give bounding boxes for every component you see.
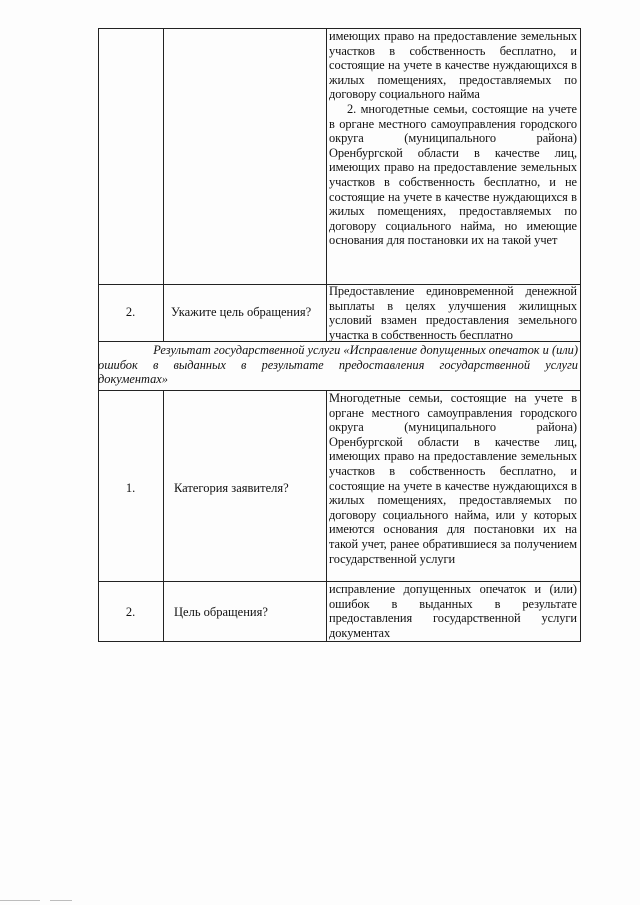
table-right-border xyxy=(580,28,581,642)
section-heading xyxy=(98,343,578,387)
scan-edge-mark xyxy=(50,900,72,901)
purpose-answer: Предоставление единовременной денежной выплаты в целях улучшения жилищных условий взамен предоставления земельного участка в собственность бесплатно xyxy=(329,284,577,342)
row-number: 1. xyxy=(125,481,136,495)
answer-paragraph: имеющих право на предоставление земельных участков в собственность бесплатно, и состоящие на учете в качестве нуждающихся в жилых помещениях, предоставляемых по договору социального найма xyxy=(329,29,577,102)
section-heading-line: Результат государственной услуги «Исправление допущенных опечаток и (или) xyxy=(153,343,578,357)
column-divider xyxy=(326,28,327,341)
table-bottom-border xyxy=(98,641,580,642)
section-heading-line: ошибок в выданных в результате предоставления государственной услуги xyxy=(98,357,578,372)
column-divider xyxy=(163,390,164,641)
question-label: Укажите цель обращения? xyxy=(171,305,312,319)
purpose-answer: исправление допущенных опечаток и (или) ошибок в выданных в результате предоставления государственной услуги документах xyxy=(329,582,577,640)
scan-edge-mark xyxy=(0,900,40,901)
category-answer: Многодетные семьи, состоящие на учете в органе местного самоуправления городского округа (муниципального района) Оренбургской области в качестве лиц, имеющих право на предоставление земельных участков в собственность бесплатно, и состоящие на учете в качестве нуждающихся в жилых помещениях, предоставляемых по договору социального найма, или у которых имеются основания для постановки их на такой учет, ранее обратившиеся за получением государственной услуги xyxy=(329,391,577,566)
question-label: Категория заявителя? xyxy=(174,481,289,495)
table-left-border xyxy=(98,28,99,642)
question-label: Цель обращения? xyxy=(174,605,268,619)
section-heading-line: документах» xyxy=(98,372,168,387)
row-number: 2. xyxy=(125,305,136,319)
category-answer-continuation xyxy=(329,29,577,248)
row-number: 2. xyxy=(125,605,136,619)
answer-paragraph: 2. многодетные семьи, состоящие на учете в органе местного самоуправления городского округа (муниципального района) Оренбургской области в качестве лиц, имеющих право на предоставление земельных участков в собственность бесплатно, и не состоящие на учете в качестве нуждающихся в жилых помещениях, предоставляемых по договору социального найма, но имеющие основания для постановки их на такой учет xyxy=(329,101,577,248)
column-divider xyxy=(326,390,327,641)
column-divider xyxy=(163,28,164,341)
